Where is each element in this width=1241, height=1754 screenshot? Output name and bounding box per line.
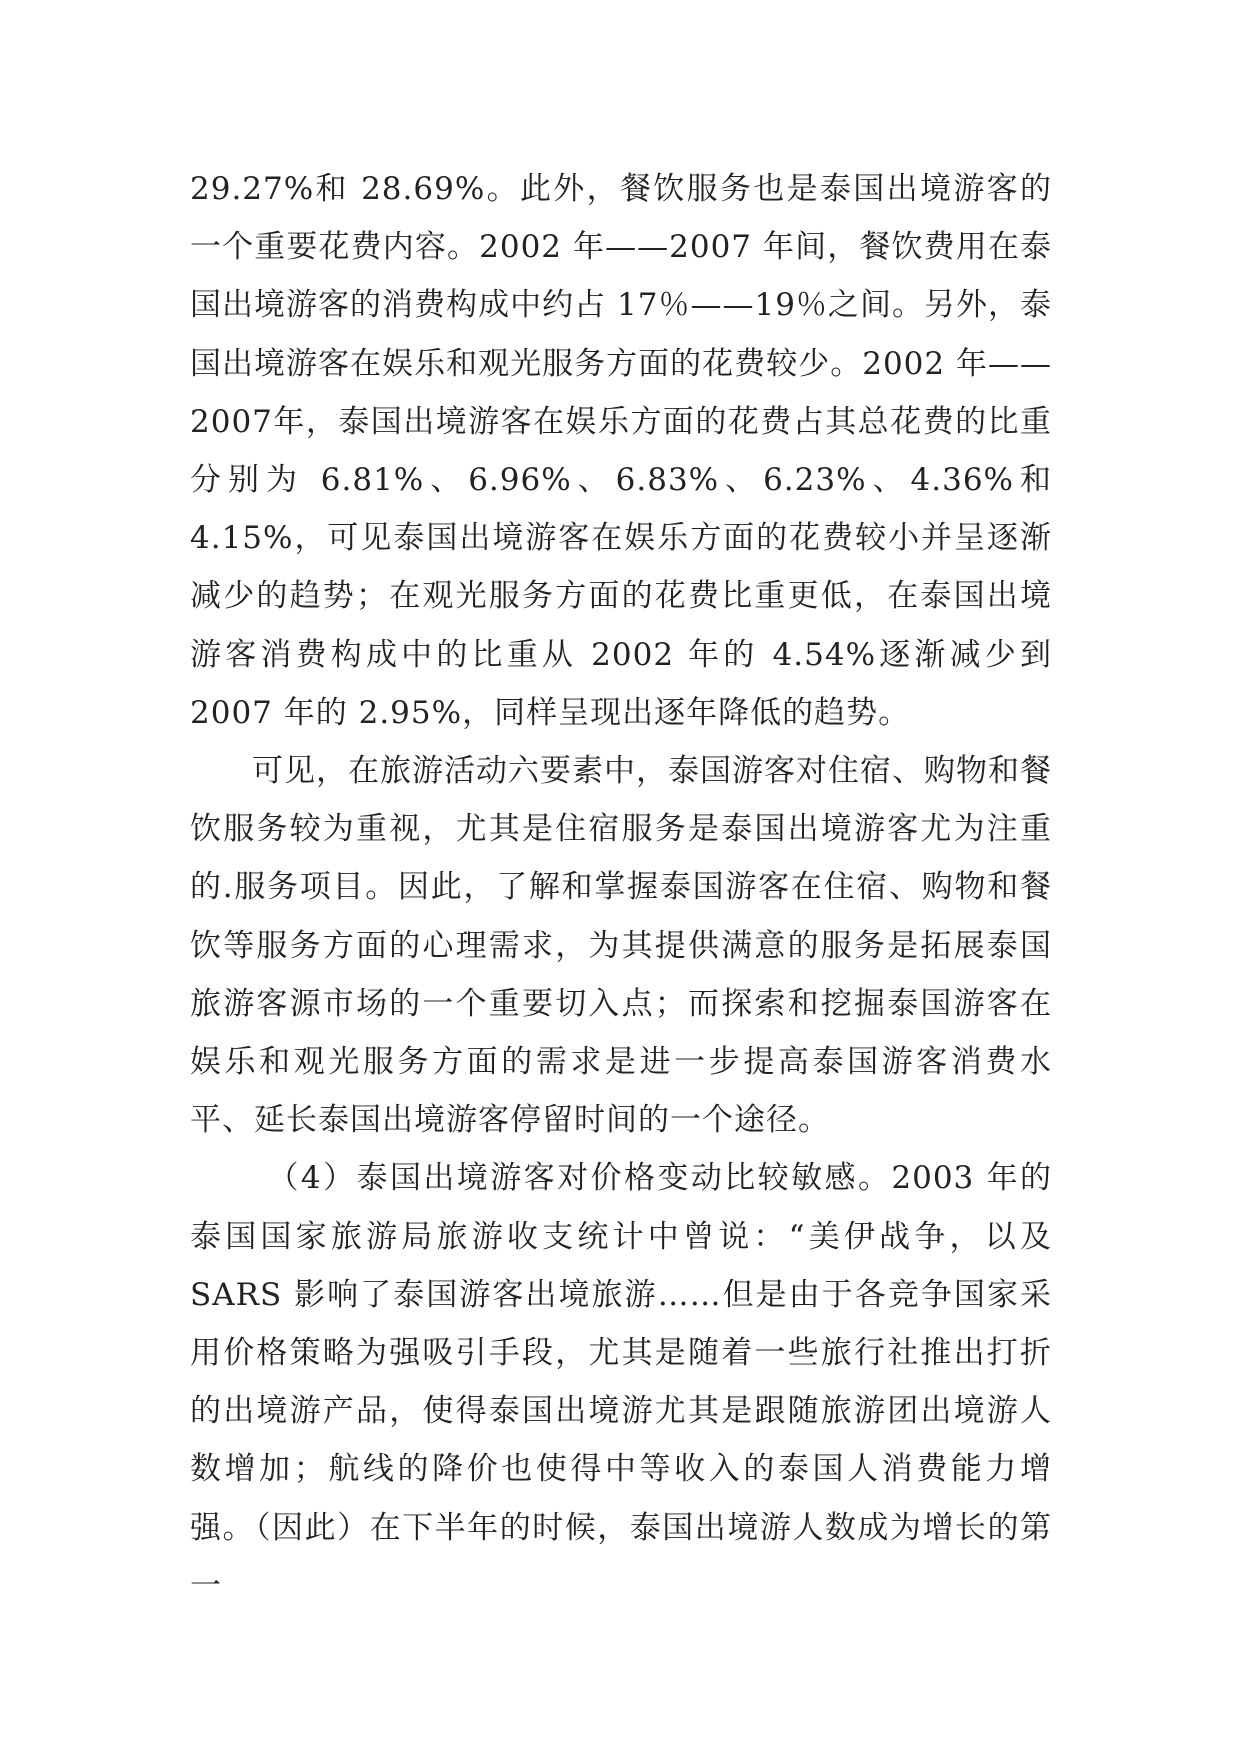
paragraph-price-sensitivity: （4）泰国出境游客对价格变动比较敏感。2003 年的泰国国家旅游局旅游收支统计中曾说：“美伊战争，以及 SARS 影响了泰国游客出境旅游……但是由于各竞争国家采用价格策略为强吸引手段，尤其是随着一些旅行社推出打折的出境游产品，使得泰国出境游尤其是跟随旅游团出境游人数增加；航线的降价也使得中等收入的泰国人消费能力增强。（因此）在下半年的时候，泰国出境游人数成为增长的第一	[190, 1160, 1052, 1604]
paragraph-six-elements: 可见，在旅游活动六要素中，泰国游客对住宿、购物和餐饮服务较为重视，尤其是住宿服务是泰国出境游客尤为注重的.服务项目。因此，了解和掌握泰国游客在住宿、购物和餐饮等服务方面的心理需求，为其提供满意的服务是拓展泰国旅游客源市场的一个重要切入点；而探索和挖掘泰国游客在娱乐和观光服务方面的需求是进一步提高泰国游客消费水平、延长泰国出境游客停留时间的一个途径。	[190, 753, 1052, 1139]
paragraph-consumption-structure: 29.27%和 28.69%。此外，餐饮服务也是泰国出境游客的一个重要花费内容。2002 年——2007 年间，餐饮费用在泰国出境游客的消费构成中约占 17％——19％之间。另外，泰国出境游客在娱乐和观光服务方面的花费较少。2002 年——2007年，泰国出境游客在娱乐方面的花费占其总花费的比重分别为 6.81%、6.96%、6.83%、6.23%、4.36%和 4.15%，可见泰国出境游客在娱乐方面的花费较小并呈逐渐减少的趋势；在观光服务方面的花费比重更低，在泰国出境游客消费构成中的比重从 2002 年的 4.54%逐渐减少到 2007 年的 2.95%，同样呈现出逐年降低的趋势。	[190, 171, 1052, 731]
document-body	[190, 160, 1052, 1615]
